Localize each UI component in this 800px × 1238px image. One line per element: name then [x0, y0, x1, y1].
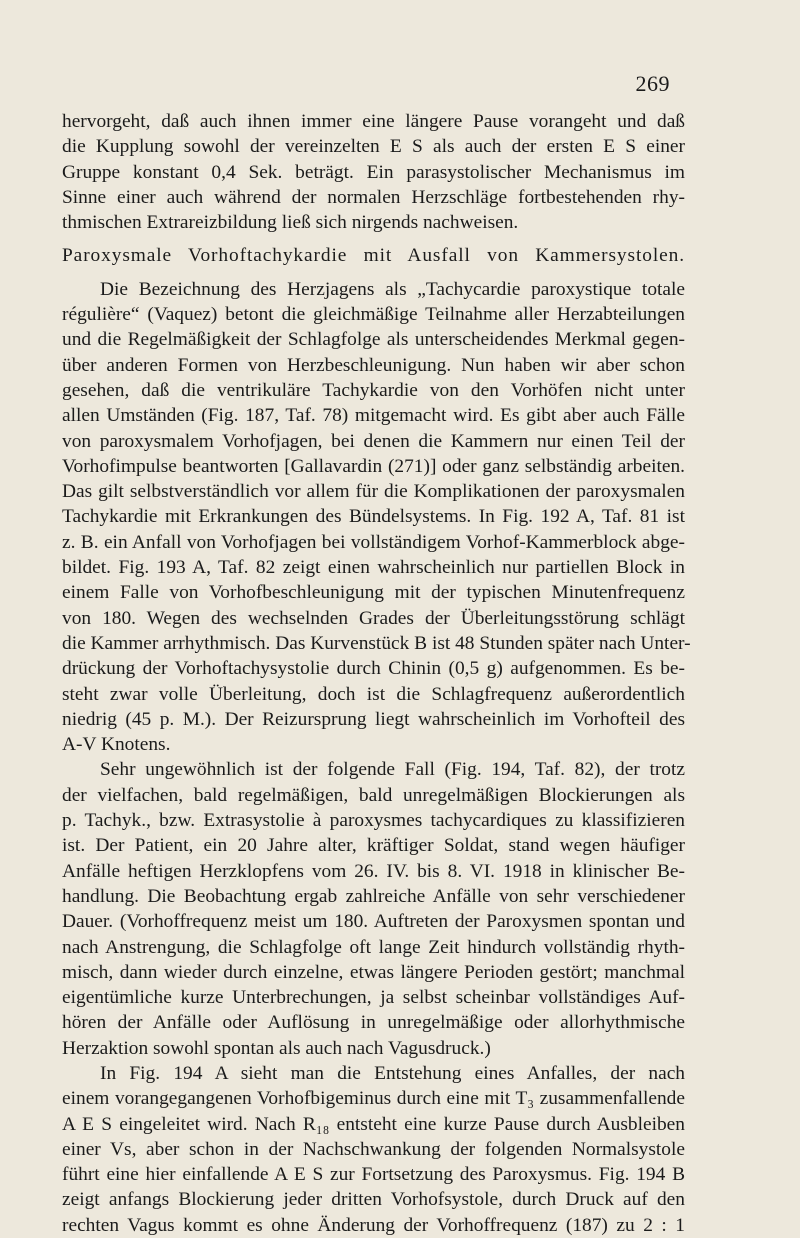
- text-line: In Fig. 194 A sieht man die Entstehung eines Anfalles, der nach: [100, 1062, 685, 1084]
- text-line: Sinne einer auch während der normalen Herzschläge fortbestehenden rhy-: [62, 186, 685, 208]
- text-line: niedrig (45 p. M.). Der Reizursprung liegt wahrscheinlich im Vorhofteil des: [62, 708, 685, 730]
- text-line: hervorgeht, daß auch ihnen immer eine längere Pause vorangeht und daß: [62, 111, 685, 132]
- text-line: Gruppe konstant 0,4 Sek. beträgt. Ein parasystolischer Mechanismus im: [62, 161, 685, 183]
- text-line: die Kupplung sowohl der vereinzelten E S als auch der ersten E S einer: [62, 136, 685, 158]
- text-line: gesehen, daß die ventrikuläre Tachykardie von den Vorhöfen nicht unter: [62, 379, 685, 401]
- text-line: drückung der Vorhoftachysystolie durch Chinin (0,5 g) aufgenommen. Es be-: [62, 658, 685, 680]
- text-line: über anderen Formen von Herzbeschleunigung. Nun haben wir aber schon: [62, 354, 685, 376]
- text-line: einer Vs, aber schon in der Nachschwankung der folgenden Normalsystole: [62, 1138, 685, 1160]
- text-line: p. Tachyk., bzw. Extrasystolie à paroxysmes tachycardiques zu klassifizieren: [62, 810, 685, 832]
- text-line: handlung. Die Beobachtung ergab zahlreiche Anfälle von sehr verschiedener: [62, 885, 685, 907]
- text-line: Tachykardie mit Erkrankungen des Bündelsystems. In Fig. 192 A, Taf. 81 ist: [62, 506, 685, 528]
- text-line: ist. Der Patient, ein 20 Jahre alter, kräftiger Soldat, stand wegen häufiger: [62, 835, 685, 857]
- text-line: rechten Vagus kommt es ohne Änderung der Vorhoffrequenz (187) zu 2 : 1: [62, 1214, 685, 1236]
- text-line: régulière“ (Vaquez) betont die gleichmäßige Teilnahme aller Herzabteilungen: [62, 304, 685, 326]
- text-line: Herzaktion sowohl spontan als auch nach Vagusdruck.): [62, 1037, 491, 1059]
- text-line: die Kammer arrhythmisch. Das Kurvenstück B ist 48 Stunden später nach Unter-: [62, 632, 691, 654]
- text-line: Die Bezeichnung des Herzjagens als „Tachycardie paroxystique totale: [100, 278, 685, 300]
- text-line: eigentümliche kurze Unterbrechungen, ja selbst scheinbar vollständiges Auf-: [62, 987, 685, 1009]
- body-text: [62, 109, 691, 1238]
- text-line: der vielfachen, bald regelmäßigen, bald unregelmäßigen Blockierungen als: [62, 784, 685, 806]
- text-line: thmischen Extrareizbildung ließ sich nirgends nachweisen.: [62, 212, 519, 234]
- text-line: führt eine hier einfallende A E S zur Fortsetzung des Paroxysmus. Fig. 194 B: [62, 1164, 685, 1186]
- text-line: nach Anstrengung, die Schlagfolge oft lange Zeit hindurch vollständig rhyth-: [62, 936, 685, 958]
- text-line: einem vorangegangenen Vorhofbigeminus durch eine mit T₃ zusammenfallende: [62, 1088, 685, 1110]
- text-line: Vorhofimpulse beantworten [Gallavardin (271)] oder ganz selbständig arbeiten.: [62, 455, 685, 477]
- text-line: hören der Anfälle oder Auflösung in unregelmäßige oder allorhythmische: [62, 1012, 685, 1034]
- section-heading: Paroxysmale Vorhoftachykardie mit Ausfall von Kammersystolen.: [62, 245, 685, 267]
- text-line: A-V Knotens.: [62, 734, 171, 756]
- text-line: misch, dann wieder durch einzelne, etwas längere Perioden gestört; manchmal: [62, 961, 685, 983]
- text-line: von paroxysmalem Vorhofjagen, bei denen die Kammern nur einen Teil der: [62, 430, 685, 452]
- text-line: allen Umständen (Fig. 187, Taf. 78) mitgemacht wird. Es gibt aber auch Fälle: [62, 405, 685, 427]
- text-line: Anfälle heftigen Herzklopfens vom 26. IV. bis 8. VI. 1918 in klinischer Be-: [62, 860, 685, 882]
- text-line: z. B. ein Anfall von Vorhofjagen bei vollständigem Vorhof-Kammerblock abge-: [62, 531, 685, 553]
- text-line: Dauer. (Vorhoffrequenz meist um 180. Auftreten der Paroxysmen spontan und: [62, 911, 685, 933]
- text-line: und die Regelmäßigkeit der Schlagfolge als unterscheidendes Merkmal gegen-: [62, 329, 685, 351]
- text-line: zeigt anfangs Blockierung jeder dritten Vorhofsystole, durch Druck auf den: [62, 1189, 685, 1211]
- text-line: Das gilt selbstverständlich vor allem für die Komplikationen der paroxysmalen: [62, 481, 685, 503]
- text-line: A E S eingeleitet wird. Nach R₁₈ entsteht eine kurze Pause durch Ausbleiben: [62, 1113, 685, 1135]
- text-line: Sehr ungewöhnlich ist der folgende Fall (Fig. 194, Taf. 82), der trotz: [100, 759, 685, 781]
- text-line: bildet. Fig. 193 A, Taf. 82 zeigt einen wahrscheinlich nur partiellen Block in: [62, 557, 685, 579]
- text-line: steht zwar volle Überleitung, doch ist die Schlagfrequenz außerordentlich: [62, 683, 685, 705]
- text-line: von 180. Wegen des wechselnden Grades der Überleitungsstörung schlägt: [62, 607, 685, 629]
- page-number: 269: [635, 71, 670, 96]
- text-line: einem Falle von Vorhofbeschleunigung mit der typischen Minutenfrequenz: [62, 582, 685, 604]
